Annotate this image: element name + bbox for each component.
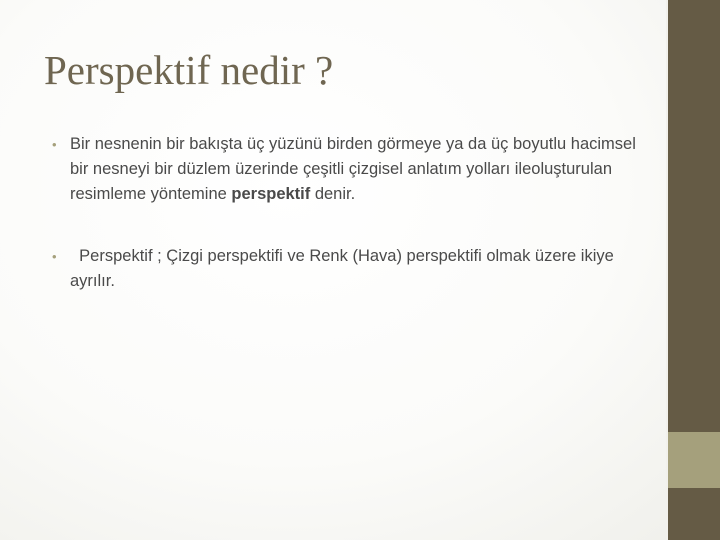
bullet-text-part: denir. [310,185,356,203]
bullet-icon: • [52,249,57,264]
bullet-item-definition [52,132,652,207]
bullet-text [70,132,652,207]
bullet-text-part: Perspektif ; Çizgi perspektifi ve Renk (Hava) perspektifi olmak üzere ikiye ayrılır. [70,247,614,290]
sidebar-accent-block [668,432,720,488]
bullet-emphasis: perspektif [231,185,311,203]
bullet-icon: • [52,137,57,152]
bullet-list [52,132,652,294]
bullet-text [70,244,652,294]
slide-title: Perspektif nedir ? [44,47,334,93]
bullet-text-part: Bir nesnenin bir bakışta üç yüzünü birden görmeye ya da üç boyutlu hacimsel bir nesneyi bir düzlem üzerinde çeşitli çizgisel anlatım yolları ileoluşturulan resimleme yöntemine [70,135,636,203]
bullet-item-types [52,244,652,294]
